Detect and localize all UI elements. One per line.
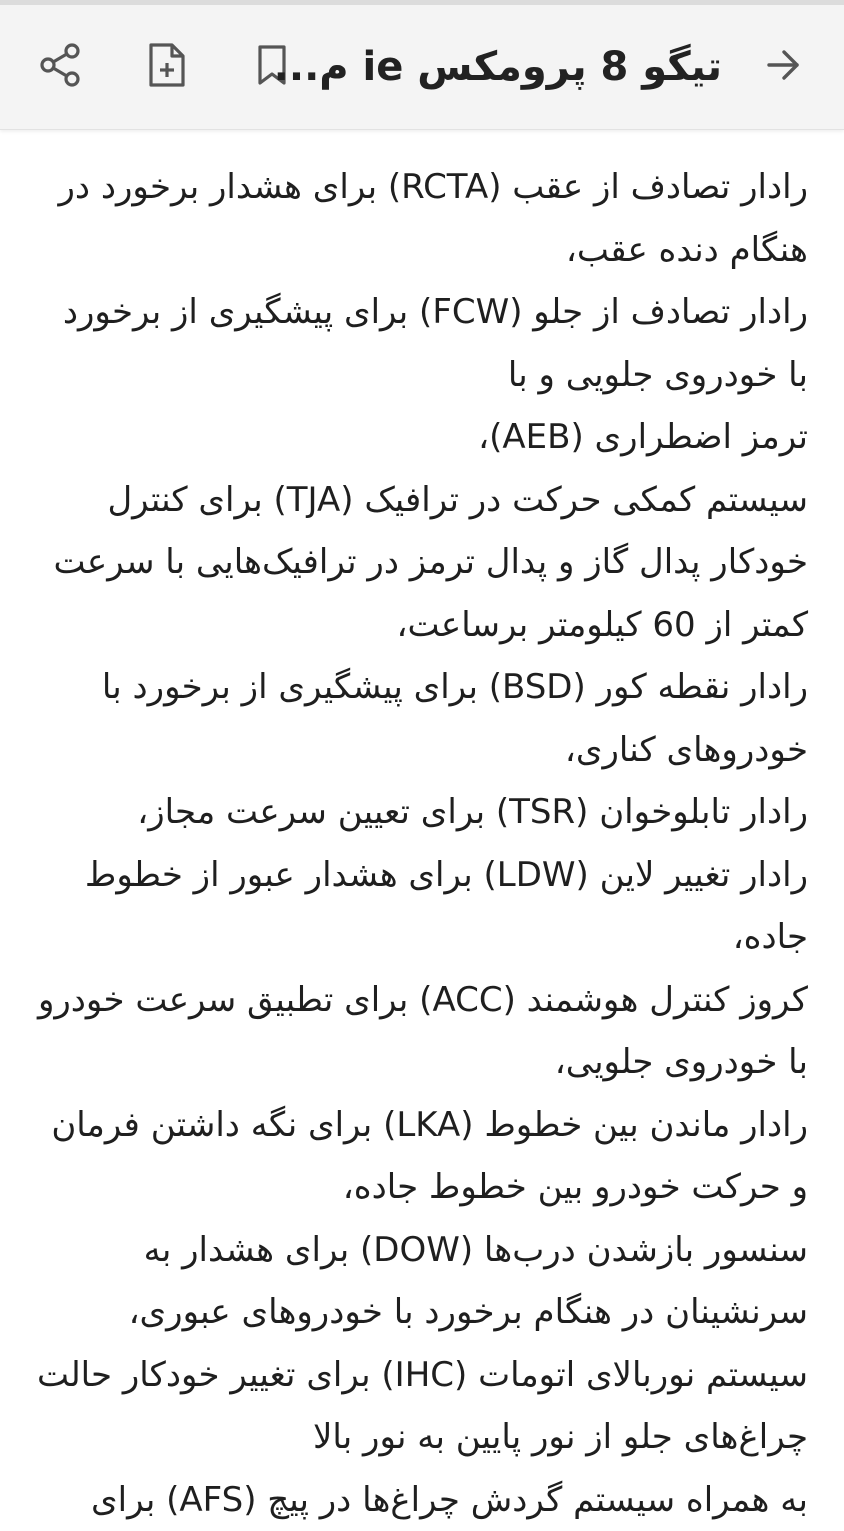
paragraph-lka: رادار ماندن بین خطوط (LKA) برای نگه داشتن فرمان و حرکت خودرو بین خطوط جاده، (36, 1094, 808, 1219)
paragraph-tsr: رادار تابلوخوان (TSR) برای تعیین سرعت مجاز، (36, 781, 808, 844)
article-body (36, 156, 808, 1531)
paragraph-rcta: رادار تصادف از عقب (RCTA) برای هشدار برخورد در هنگام دنده عقب، (36, 156, 808, 281)
paragraph-tja: سیستم کمکی حرکت در ترافیک (TJA) برای کنترل خودکار پدال گاز و پدال ترمز در ترافیک‌هایی با سرعت کمتر از 60 کیلومتر برساعت، (36, 469, 808, 657)
share-icon[interactable] (33, 37, 89, 93)
paragraph-fcw: رادار تصادف از جلو (FCW) برای پیشگیری از برخورد با خودروی جلویی و با (36, 281, 808, 406)
paragraph-dow: سنسور بازشدن درب‌ها (DOW) برای هشدار به سرنشینان در هنگام برخورد با خودروهای عبوری، (36, 1219, 808, 1344)
paragraph-aeb: ترمز اضطراری (AEB)، (36, 406, 808, 469)
paragraph-ldw: رادار تغییر لاین (LDW) برای هشدار عبور از خطوط جاده، (36, 844, 808, 969)
page-title: تیگو 8 پرومکس ie م... (302, 35, 722, 99)
paragraph-acc: کروز کنترل هوشمند (ACC) برای تطبیق سرعت خودرو با خودروی جلویی، (36, 969, 808, 1094)
arrow-back-icon[interactable] (755, 37, 811, 93)
top-toolbar (0, 5, 844, 130)
add-document-icon[interactable] (139, 37, 195, 93)
paragraph-bsd: رادار نقطه کور (BSD) برای پیشگیری از برخورد با خودروهای کناری، (36, 656, 808, 781)
paragraph-afs: به همراه سیستم گردش چراغ‌ها در پیچ (AFS) برای (36, 1469, 808, 1531)
paragraph-ihc: سیستم نوربالای اتومات (IHC) برای تغییر خودکار حالت چراغ‌های جلو از نور پایین به نور بالا (36, 1344, 808, 1469)
